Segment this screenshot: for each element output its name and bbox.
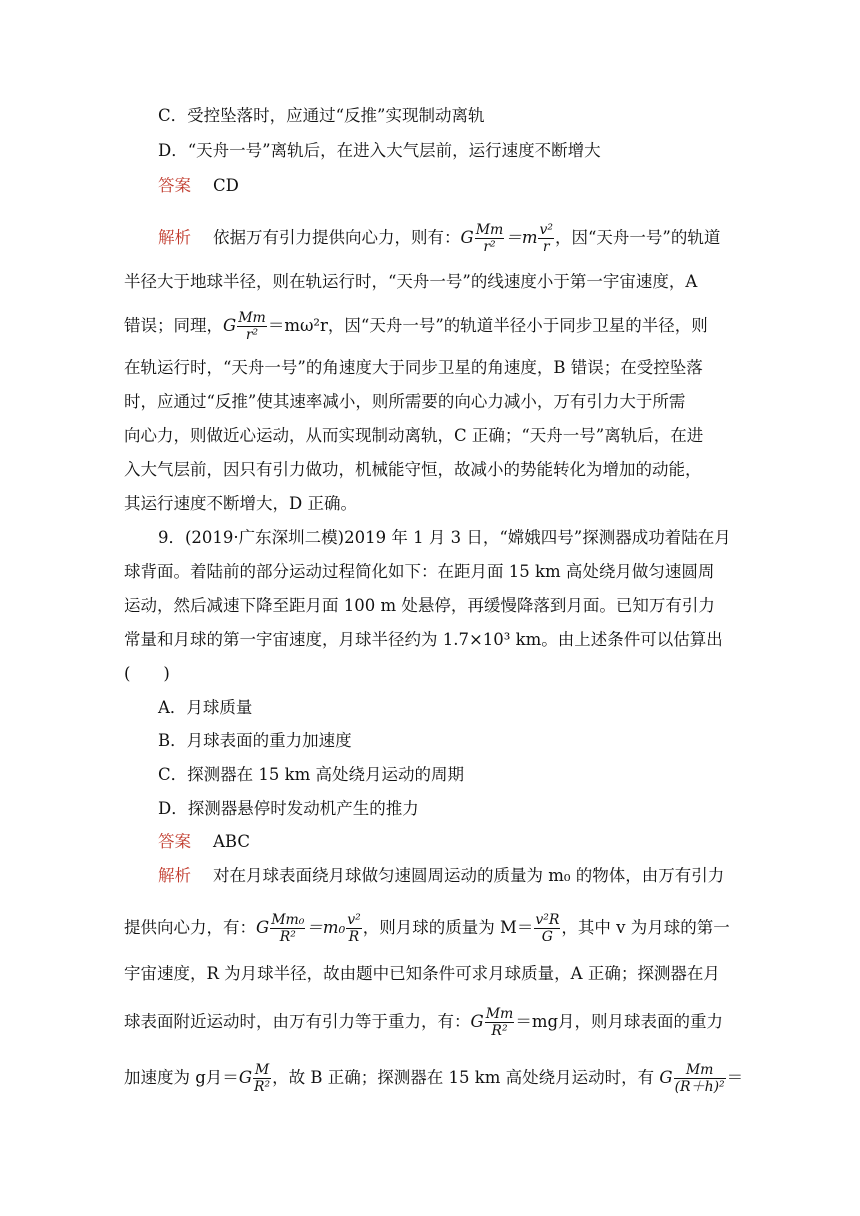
q9-analysis-line-1: [158, 864, 776, 888]
q9-analysis-line-5: [124, 1062, 742, 1095]
q9-stem-line-1: 9．(2019·广东深圳二模)2019 年 1 月 3 日，“嫦娥四号”探测器成功着陆在月: [158, 528, 731, 547]
formula-g: G: [256, 918, 270, 937]
q9-stem-line-5: ( ): [124, 664, 170, 683]
answer-label: 答案: [158, 176, 191, 195]
q8-analysis-line-4: 在轨运行时，“天舟一号”的角速度大于同步卫星的角速度，B 错误；在受控坠落: [124, 358, 703, 377]
analysis-text: 提供向心力，有：: [124, 918, 256, 937]
q9-option-b: B．月球表面的重力加速度: [158, 731, 352, 750]
formula-fraction: $\frac{Mm}{\text{(R＋h)²}}$: [674, 1062, 725, 1095]
analysis-text: 加速度为 g月＝: [124, 1068, 239, 1087]
q8-analysis-line-7: 入大气层前，因只有引力做功，机械能守恒，故减小的势能转化为增加的动能，: [124, 460, 702, 479]
q9-stem-line-3: 运动，然后减速下降至距月面 100 m 处悬停，再缓慢降落到月面。已知万有引力: [124, 596, 715, 615]
formula-fraction: $\frac{\text{v²}}{R}$: [347, 912, 361, 945]
analysis-text: ，则月球的质量为 M＝: [362, 918, 534, 937]
formula-fraction: $\frac{M}{\text{R²}}$: [254, 1062, 271, 1095]
q8-analysis-line-8: 其运行速度不断增大，D 正确。: [124, 494, 357, 513]
formula-g: G: [460, 228, 474, 247]
q8-option-d: D．“天舟一号”离轨后，在进入大气层前，运行速度不断增大: [158, 141, 601, 160]
analysis-text: 依据万有引力提供向心力，则有：: [213, 228, 461, 247]
formula-text: ＝m₀: [306, 918, 346, 937]
q9-analysis-line-4: [124, 1006, 742, 1039]
formula-g: G: [238, 1068, 252, 1087]
q9-option-c: C．探测器在 15 km 高处绕月运动的周期: [158, 765, 464, 784]
formula-fraction: $\frac{Mm}{\text{R²}}$: [485, 1006, 514, 1039]
q9-option-d: D．探测器悬停时发动机产生的推力: [158, 799, 419, 818]
answer-value: CD: [213, 176, 239, 195]
analysis-text: ＝mω²r，因“天舟一号”的轨道半径小于同步卫星的半径，则: [267, 316, 708, 335]
answer-label: 答案: [158, 832, 191, 851]
q8-analysis-line-3: [124, 310, 742, 343]
formula-g: G: [223, 316, 237, 335]
analysis-text: ，其中 v 为月球的第一: [561, 918, 730, 937]
q9-answer: [158, 830, 776, 854]
analysis-text: ＝mg月，则月球表面的重力: [515, 1012, 724, 1031]
formula-fraction: $\frac{\text{v²R}}{G}$: [535, 912, 560, 945]
formula-fraction: $\frac{Mm}{\text{r²}}$: [475, 222, 504, 255]
q8-analysis-line-5: 时，应通过“反推”使其速率减小，则所需要的向心力减小，万有引力大于所需: [124, 392, 686, 411]
analysis-text: ，因“天舟一号”的轨道: [555, 228, 721, 247]
q8-analysis-line-1: [158, 222, 776, 255]
q9-analysis-line-3: 宇宙速度，R 为月球半径，故由题中已知条件可求月球质量，A 正确；探测器在月: [124, 964, 720, 983]
q9-stem-line-4: 常量和月球的第一宇宙速度，月球半径约为 1.7×10³ km。由上述条件可以估算出: [124, 630, 723, 649]
q9-stem-line-2: 球背面。着陆前的部分运动过程简化如下：在距月面 15 km 高处绕月做匀速圆周: [124, 562, 715, 581]
analysis-text: 错误；同理，: [124, 316, 223, 335]
analysis-text: 对在月球表面绕月球做匀速圆周运动的质量为 m₀ 的物体，由万有引力: [213, 866, 725, 885]
q8-option-c: C．受控坠落时，应通过“反推”实现制动离轨: [158, 106, 485, 125]
formula-fraction: $\frac{\text{Mm₀}}{\text{R²}}$: [271, 912, 305, 945]
q8-answer: [158, 174, 776, 198]
formula-g: G: [470, 1012, 484, 1031]
q8-analysis-line-6: 向心力，则做近心运动，从而实现制动离轨，C 正确；“天舟一号”离轨后，在进: [124, 426, 704, 445]
formula-fraction: $\frac{\text{v²}}{r}$: [539, 222, 553, 255]
formula-text: ＝m: [505, 228, 538, 247]
analysis-text: ，故 B 正确；探测器在 15 km 高处绕月运动时，有: [272, 1068, 660, 1087]
formula-g: G: [659, 1068, 673, 1087]
answer-value: ABC: [213, 832, 250, 851]
q8-analysis-line-2: 半径大于地球半径，则在轨运行时，“天舟一号”的线速度小于第一宇宙速度，A: [124, 272, 698, 291]
q9-analysis-line-2: [124, 912, 742, 945]
analysis-text: 球表面附近运动时，由万有引力等于重力，有：: [124, 1012, 471, 1031]
analysis-label: 解析: [158, 228, 191, 247]
formula-fraction: $\frac{Mm}{\text{r²}}$: [238, 310, 266, 343]
q9-option-a: A．月球质量: [158, 698, 253, 717]
analysis-label: 解析: [158, 866, 191, 885]
analysis-text: ＝: [726, 1068, 744, 1087]
